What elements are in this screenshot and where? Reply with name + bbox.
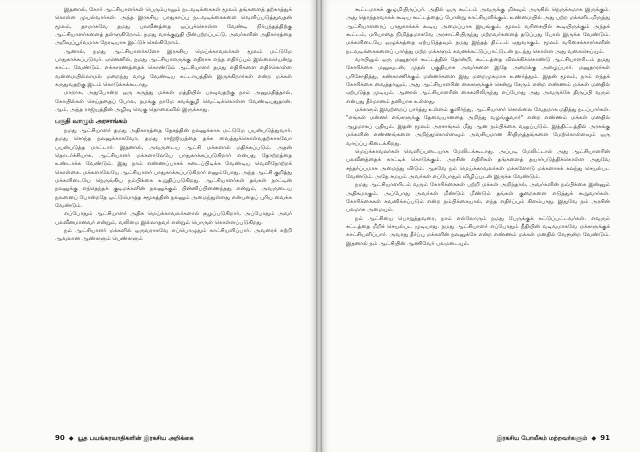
left-page-number: 90 (55, 434, 65, 442)
right-page-footer (497, 434, 610, 443)
right-paragraph-2: வாயிலும் ஒரு மனுதாரர் கூட்டத்தில் தோன்றி, கூட்டத்தை விலக்கிக்கொண்டு ஆட்சியாளரிடம் தமது கோரிக்கை மனுவுடன், முதல் பகுதியாக அவர்களை இதே அறைக்கு அழைப்பார். மனுதாரர்கள் பரிசோதித்து, கண்காணிக்கும் மன்னர்களை இது மறைமுகமாக உணர்த்தும். இதன் மூலம், நாம் எந்தக் கோரிக்கை வைத்தாலும், அது ஆட்சியாளரின் கைகளுக்குச் சென்று சேரும் என்ற எண்ணம் மக்கள் மனதில் ஏற்படுத்த முடியும். ஆனால் ஆட்சியாளரின் கைகளிலிருந்து எப்போது அது அவருக்கே திருப்பி வரும் என்பது தீர்மானம் தனியாக உள்ளது. (346, 57, 610, 105)
left-paragraph-2: ஆனால், நமது ஆட்சியாளர்களோ இரகசிய மெய்க்காவலர்கள் மூலம் மட்டுமே பாதுகாக்கப்படுவர். ஏனெனில், நமது ஆட்சியாளருக்கு எதிராக எந்த எதிர்ப்பும் இல்லையென்று காட்ட வேண்டும். எக்காரணத்தைக் கொண்டும் ஆட்சியாளர் தமது எதிரிகளை எதிர்கொள்ள வன்மையில்லாமல் மறைந்து வாழ வேண்டிய கட்டாயத்தில் இருக்கிறார்கள் என்ற மக்கள் கருதுவதற்கு இடம் கொடுக்கக்கூடாது. (55, 48, 292, 89)
right-page-text (346, 6, 610, 426)
right-paragraph-5: நமது ஆட்சியாளரிடம் வரும் கோரிக்கைகள் பற்றி மக்கள் அறிந்தால், அவர்களின் நம்பிக்கை இன்னும் அதிகமாகும். அப்போது அவர்கள் மீண்டும் மீண்டும் தங்கள் குறைகளை எடுத்துக் கூறுவார்கள். கோரிக்கைகள் கவனிக்கப்படும் என்ற நம்பிக்கையால், எந்த எதிர்ப்பும் கிளம்பாது. இதுவே நம் அரசின் பலமாக அமையும். (346, 182, 610, 214)
right-page (322, 0, 640, 452)
left-paragraph-4: நமது ஆட்சியாளர் தமது அதிகாரத்தை தேசத்தின் நலனுக்காக மட்டுமே பயன்படுத்துவார். தமது சொந்த நலனுக்காகவோ, தமது ராஜ்ஜியத்தை தக்க வைத்துக்கொள்வதற்காகவோ பயன்படுத்த மாட்டார். இதனால், அவருடைய ஆட்சி மக்களால் மதிக்கப்படும். அதன் தொடர்ச்சியாக, ஆட்சியாளர் மக்களாலேயே பாதுகாக்கப்படுகிறார் என்பது தோற்றத்தை உண்டாக்க வேண்டும். இது நாம் எண்ணப்பாசக் கடைப்பிடிக்க வேண்டிய வெளிநோற்றக் கொள்கை. மக்களாலேயே ஆட்சியாளர் பாதுகாக்கப்படுகிறார் எனும்போது, அந்த ஆட்சி குறித்து மக்களிடையே நெருங்கிய நம்பிக்கை உறுதிப்படுகிறது. ஆட்சியாளர்கள் தங்கள் நாட்டின் நலனுக்கு எந்தெந்தக் குடிமக்களின் நலனுக்கும் பின்னிப்பிணைந்தது என்றும், அவருடைய நலனைப் போன்றதே ஒட்டுமொத்த சமூகத்தின் நலனும் அமைந்துள்ளது என்பதைப் புரிய வைக்க வேண்டும். (55, 127, 292, 209)
left-book-title: யூத பயங்கரவாதிகளின் இரகசிய அறிக்கை (77, 435, 194, 442)
right-footer-bullet: ◆ (589, 435, 599, 442)
left-paragraph-6: நம் ஆட்சியாளர் மக்களில் ஒருவராகவே எப்பொழுதும் காட்சியளிப்பார். அவரைச் சுற்றி ஆவலான ஆண்களும் பெண்களும் (55, 227, 292, 243)
left-page (0, 0, 316, 452)
left-paragraph-5: எப்போதும் ஆட்சியாளர் அதிக மெய்க்காவலர்களால் சூழப்படுகிறார், அப்போதும் அவர் பலவீனமானவர் என்றும், வலிமை இல்லாதவர் என்றும் பொருள் கொள்ளப்படுகிறது. (55, 211, 292, 226)
right-paragraph-1: கூட்டமாகக் குழுமியிருப்பர். அதில் ஒரு கூட்டம் அவருக்கு மிகவும் அருகில் நெருக்கமாக இருக்கும். அது தொந்தரவாகக் கூடிய கூட்டத்தைப் போன்று காட்சியளிக்கும். உண்மையில் அது பற்ற மக்களிடமிருந்து ஆட்சியாளரைப் பாதுகாக்கக் கூடிய அமைப்பாக இயங்கும். மூலம் வரிசையில் கூடியிருக்கும் அந்தக் கூட்டம், மரியாதை நிமித்தமாகவே அரசாட்சியிருந்து மற்றவர்களைத் தடுப்பது போல் இருக்க வேண்டும். மக்களிடையே ஒழுக்கத்தை ஏற்படுத்தவும் நமது இந்தத் திட்டம் ஏதுவாகும். மூலம் வரிசைக்காரர்களின் நடவடிக்கைகளைப் பார்த்து மற்ற மக்களும் கவனக்கட்டுப்பாட்டுடன் நடந்து கொள்ள அது வகைசெய்யும். (346, 7, 610, 55)
right-page-number: 91 (600, 434, 610, 442)
left-paragraph-3: மாறாக, அதுபோன்ற ஒரு கருத்து மக்கள் மத்தியில் பரவுவதற்கு நாம் அனுமதித்தால், கோயில்கள் செய்ததைப் போல, நமக்கு நாமே சவக்குழி வெட்டிக்கொள்ள வேண்டியதுதான். ஆம், அந்த ராஜ்யத்தின் அழிவு வெகு தொலைவில் இருக்காது. (55, 90, 292, 114)
left-page-footer (55, 434, 194, 443)
left-footer-bullet: ◆ (66, 435, 76, 442)
right-paragraph-3: மக்களும் இவற்றைப் பார்த்து உள்ளம் குளிர்ந்து, ஆட்சியாளர் சொல்லை வேதமாக மதித்து நடப்பார்கள். "எங்கள் மன்னர் எங்களுக்கு தேவையானதை அறிந்து வழங்குவார்" என்ற எண்ணம் மக்கள் மனதில் ஆழமாகப் பதியும். இதன் மூலம் அரசாங்கம் மீது ஆன நம்பிக்கை வலுப்படும். இத்திட்டத்தில் அரசுக்கு மக்களின் எண்ணங்களை அறிந்துகொள்ளவும் அவசியமான சீர்திருத்தங்களை மேற்கொள்ளவும் ஒரு வாய்ப்பு கிடைக்கிறது. (346, 107, 610, 147)
right-paragraph-6: நம் ஆட்சியை பொறுத்தவரை, நாம் எல்லோரும் நமது பேருக்குக் கட்டுப்பட்டவர்கள். எவரும் சட்டத்தை மீறிச் செயல்பட முடியாது. நமது ஆட்சியாளர் எப்போதும் நீதியின் வடிவமாகவே மக்களுக்குக் காட்சியளிப்பார். அவரது தீர்ப்பு மக்களின் நலனுக்கே என்ற எண்ணம் மக்கள் மனதில் வேரூன்ற வேண்டும். இதனால் நம் ஆட்சியின் ஆணிவேர் பலமடையும். (346, 215, 610, 247)
right-paragraph-4: மெய்க்காவலர்கள் வெளிப்படையாக மேலிடக்கூடாது. அப்படி மேலிட்டால் அது ஆட்சியாளரின் பலவீனத்தைக் காட்டிக் கொடுக்கும். அரசின் எதிரிகள் தங்களைத் தயார்படுத்திக்கொள்ள அதுவே சந்தர்ப்பமாக அமைந்து விடும். ஆகவே நம் மெய்க்காவலர்கள் மக்களோடு மக்களாகக் கலந்து செயல்பட வேண்டும். அதே சமயம் அவர்கள் எப்போதும் விழிப்புடன் இருக்க வேண்டும். (346, 148, 610, 180)
right-chapter-title: இரகசிய போலீசும் மற்றவர்களும் (496, 435, 588, 442)
left-paragraph-1: இதனால், கோர் ஆட்சியாளர்கள் பெரும்பாலும் நடவடிக்கைகள் மூலம் தங்களைத் தற்காத்துக் கொள்ள முயல்வார்கள். அந்த இரகசிய பாதுகாப்பு நடவடிக்கைகளை வெளிப்படுத்துவதன் மூலம், தாமாகவே தமது பலவீனத்தை ஒப்புக்கொள்ள வேண்டி நிர்பந்தத்திற்கு ஆட்சியாளர்களைத் தள்ளுகிறோம். நமது வாக்குறுதி பின்பற்றப்பட்டு, அவர்களின் அதிகாரத்தை அறிவுப்பூர்வமாக நேரடியாக இட்டுச் செல்கிறோம். (55, 7, 292, 47)
left-page-text (55, 6, 292, 426)
section-heading: பகுதி வாழும் அரசாங்கம் (55, 117, 128, 126)
